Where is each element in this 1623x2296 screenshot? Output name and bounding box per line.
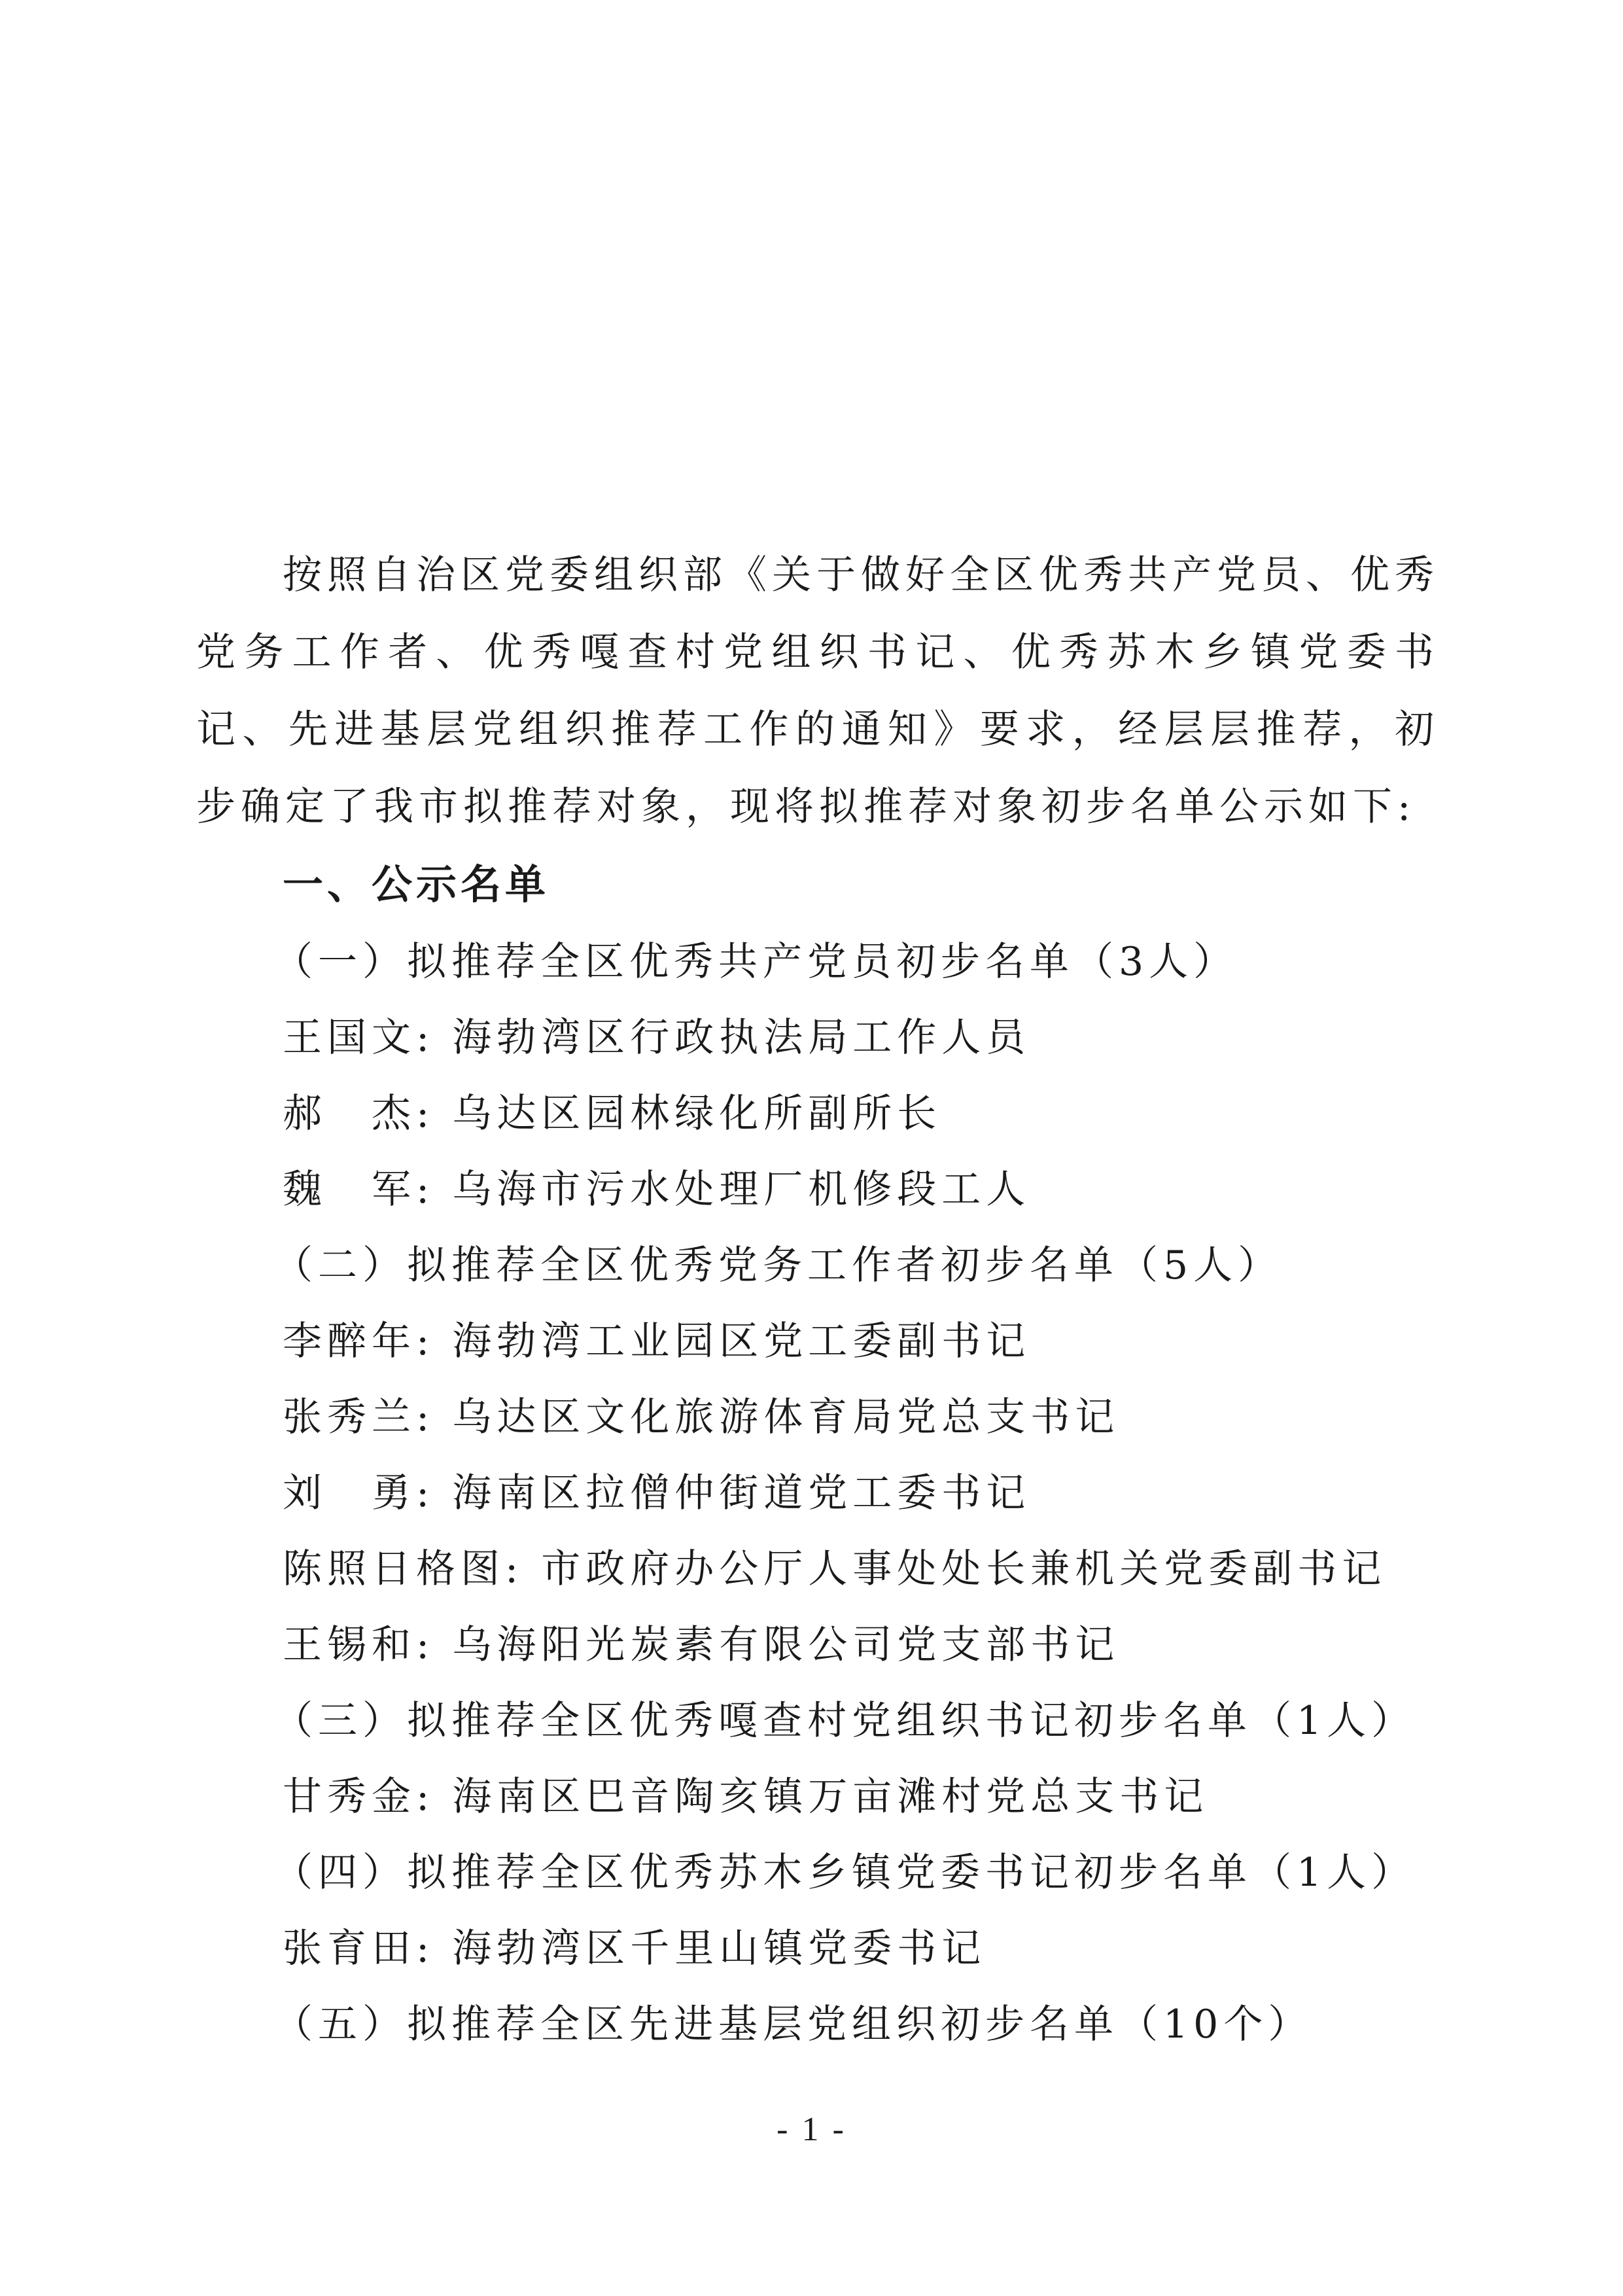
list-item: 李醉年: 海勃湾工业园区党工委副书记 <box>283 1318 1031 1364</box>
list-item: 郝 杰: 乌达区园林绿化所副所长 <box>283 1091 942 1137</box>
list-item: 陈照日格图: 市政府办公厅人事处处长兼机关党委副书记 <box>283 1546 1387 1592</box>
page-number: - 1 - <box>777 2111 846 2148</box>
document-body <box>196 537 1439 2062</box>
group-title-village-party-secretaries: （三）拟推荐全区优秀嘎查村党组织书记初步名单（1人） <box>273 1698 1416 1744</box>
list-item: 刘 勇: 海南区拉僧仲街道党工委书记 <box>283 1470 1031 1516</box>
list-item: 张育田: 海勃湾区千里山镇党委书记 <box>283 1926 986 1971</box>
group-title-township-party-secretaries: （四）拟推荐全区优秀苏木乡镇党委书记初步名单（1人） <box>273 1850 1416 1896</box>
group-title-excellent-party-members: （一）拟推荐全区优秀共产党员初步名单（3人） <box>273 939 1238 985</box>
section-title-publicity-list: 一、公示名单 <box>283 860 550 908</box>
list-item: 王国文: 海勃湾区行政执法局工作人员 <box>283 1015 1031 1061</box>
group-title-advanced-grassroots-organizations: （五）拟推荐全区先进基层党组织初步名单（10个） <box>273 2002 1313 2047</box>
group-title-party-affairs-workers: （二）拟推荐全区优秀党务工作者初步名单（5人） <box>273 1243 1283 1288</box>
intro-paragraph: 按照自治区党委组织部《关于做好全区优秀共产党员、优秀党务工作者、优秀嘎查村党组织书记、优秀苏木乡镇党委书记、先进基层党组织推荐工作的通知》要求，经层层推荐，初步确定了我市拟推荐对象，现将拟推荐对象初步名单公示如下: <box>196 552 1439 830</box>
list-item: 王锡和: 乌海阳光炭素有限公司党支部书记 <box>283 1622 1120 1668</box>
list-item: 魏 军: 乌海市污水处理厂机修段工人 <box>283 1167 1031 1212</box>
list-item: 甘秀金: 海南区巴音陶亥镇万亩滩村党总支书记 <box>283 1774 1209 1820</box>
list-item: 张秀兰: 乌达区文化旅游体育局党总支书记 <box>283 1394 1120 1440</box>
